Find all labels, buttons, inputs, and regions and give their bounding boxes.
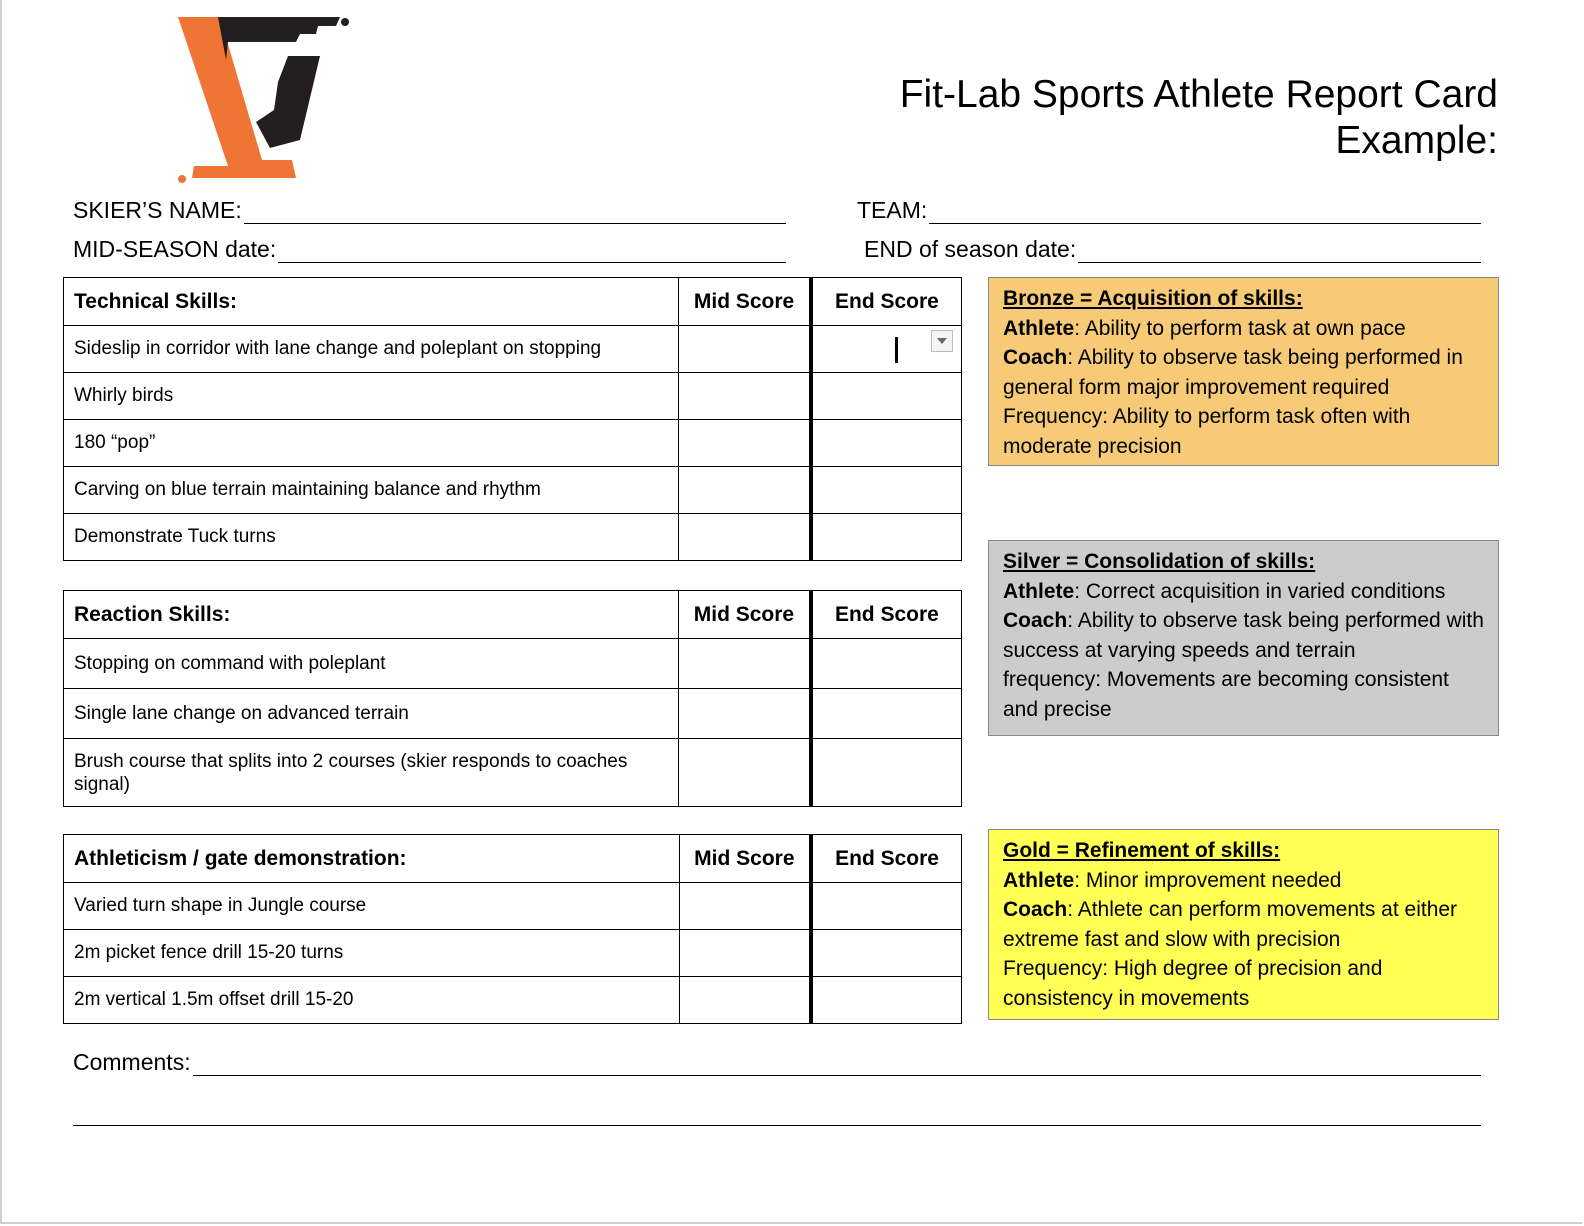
mid-season-date-field[interactable] — [73, 236, 786, 263]
end-score-heading: End Score — [811, 591, 962, 639]
comments-line-2[interactable] — [73, 1125, 1481, 1126]
bronze-athlete: Athlete: Ability to perform task at own pace — [1003, 316, 1406, 340]
mid-score-heading: Mid Score — [679, 278, 811, 326]
skill-name: Single lane change on advanced terrain — [64, 689, 679, 739]
mid-score-cell[interactable] — [679, 373, 811, 420]
skill-name: Whirly birds — [64, 373, 679, 420]
end-season-date-label: END of season date: — [864, 236, 1077, 262]
silver-frequency: frequency: Movements are becoming consistent and precise — [1003, 668, 1449, 721]
gold-athlete: Athlete: Minor improvement needed — [1003, 868, 1342, 892]
text-cursor — [895, 337, 898, 363]
silver-heading: Silver = Consolidation of skills: — [1003, 550, 1316, 573]
title-line-1: Fit-Lab Sports Athlete Report Card — [899, 73, 1498, 116]
mid-score-cell[interactable] — [679, 977, 811, 1024]
mid-score-heading: Mid Score — [679, 835, 811, 883]
reaction-skills-heading: Reaction Skills: — [64, 591, 679, 639]
skill-name: 2m picket fence drill 15-20 turns — [64, 930, 680, 977]
end-score-cell[interactable] — [811, 930, 961, 977]
end-season-date-line[interactable] — [1078, 240, 1481, 263]
mid-score-cell[interactable] — [679, 883, 811, 930]
table-header-row — [64, 591, 962, 639]
table-header-row — [64, 835, 962, 883]
skier-name-label: SKIER’S NAME: — [73, 197, 242, 223]
bronze-heading: Bronze = Acquisition of skills: — [1003, 287, 1303, 310]
end-score-heading: End Score — [811, 835, 961, 883]
skill-name: 180 “pop” — [64, 420, 679, 467]
end-score-cell[interactable] — [811, 739, 962, 807]
end-score-cell[interactable] — [811, 514, 962, 561]
mid-score-cell[interactable] — [679, 326, 811, 373]
silver-athlete: Athlete: Correct acquisition in varied conditions — [1003, 579, 1446, 603]
table-row — [64, 420, 962, 467]
page-title — [900, 72, 1498, 164]
comments-label: Comments: — [73, 1049, 191, 1075]
skill-name: Brush course that splits into 2 courses (skier responds to coaches signal) — [64, 739, 679, 807]
table-row — [64, 467, 962, 514]
table-row — [64, 739, 962, 807]
team-label: TEAM: — [857, 197, 928, 223]
gold-heading: Gold = Refinement of skills: — [1003, 839, 1281, 862]
team-line[interactable] — [929, 201, 1481, 224]
skier-name-field[interactable] — [73, 197, 786, 224]
skill-name: Stopping on command with poleplant — [64, 639, 679, 689]
skill-name: 2m vertical 1.5m offset drill 15-20 — [64, 977, 680, 1024]
mid-score-cell[interactable] — [679, 689, 811, 739]
mid-score-cell[interactable] — [679, 467, 811, 514]
mid-score-cell[interactable] — [679, 739, 811, 807]
skill-name: Varied turn shape in Jungle course — [64, 883, 680, 930]
skill-name: Demonstrate Tuck turns — [64, 514, 679, 561]
table-row — [64, 977, 962, 1024]
bronze-coach: Coach: Ability to observe task being performed in general form major improvement required — [1003, 346, 1463, 399]
end-score-cell[interactable] — [811, 420, 962, 467]
gold-legend — [988, 829, 1499, 1020]
table-row — [64, 883, 962, 930]
table-row — [64, 639, 962, 689]
mid-score-cell[interactable] — [679, 420, 811, 467]
end-score-heading: End Score — [811, 278, 962, 326]
table-row — [64, 930, 962, 977]
comments-field[interactable] — [73, 1049, 1481, 1076]
end-season-date-field[interactable] — [864, 236, 1481, 263]
mid-score-cell[interactable] — [679, 514, 811, 561]
chevron-down-icon[interactable] — [931, 330, 953, 352]
end-score-cell[interactable] — [811, 883, 961, 930]
skill-name: Sideslip in corridor with lane change and poleplant on stopping — [64, 326, 679, 373]
skier-name-line[interactable] — [244, 201, 786, 224]
silver-coach: Coach: Ability to observe task being performed with success at varying speeds and terrain — [1003, 609, 1484, 662]
skill-name: Carving on blue terrain maintaining balance and rhythm — [64, 467, 679, 514]
technical-skills-heading: Technical Skills: — [64, 278, 679, 326]
technical-skills-table — [63, 277, 962, 561]
table-row — [64, 514, 962, 561]
mid-score-cell[interactable] — [679, 639, 811, 689]
mid-season-date-label: MID-SEASON date: — [73, 236, 277, 262]
silver-legend — [988, 540, 1499, 736]
end-score-cell[interactable] — [811, 467, 962, 514]
table-header-row — [64, 278, 962, 326]
table-row — [64, 326, 962, 373]
table-row — [64, 373, 962, 420]
athleticism-heading: Athleticism / gate demonstration: — [64, 835, 680, 883]
end-score-cell[interactable] — [811, 977, 961, 1024]
comments-line[interactable] — [193, 1053, 1481, 1076]
mid-score-cell[interactable] — [679, 930, 811, 977]
mid-score-heading: Mid Score — [679, 591, 811, 639]
title-line-2: Example: — [1335, 119, 1498, 162]
table-row — [64, 689, 962, 739]
gold-frequency: Frequency: High degree of precision and consistency in movements — [1003, 957, 1383, 1010]
mid-season-date-line[interactable] — [278, 240, 786, 263]
end-score-cell[interactable] — [811, 689, 962, 739]
gold-coach: Coach: Athlete can perform movements at either extreme fast and slow with precision — [1003, 898, 1458, 951]
fit-lab-logo — [170, 12, 355, 192]
athleticism-table — [63, 834, 962, 1024]
bronze-frequency: Frequency: Ability to perform task often with moderate precision — [1003, 405, 1411, 458]
end-score-cell[interactable] — [811, 373, 962, 420]
bronze-legend — [988, 277, 1499, 466]
end-score-cell[interactable] — [811, 639, 962, 689]
team-field[interactable] — [857, 197, 1481, 224]
reaction-skills-table — [63, 590, 962, 807]
